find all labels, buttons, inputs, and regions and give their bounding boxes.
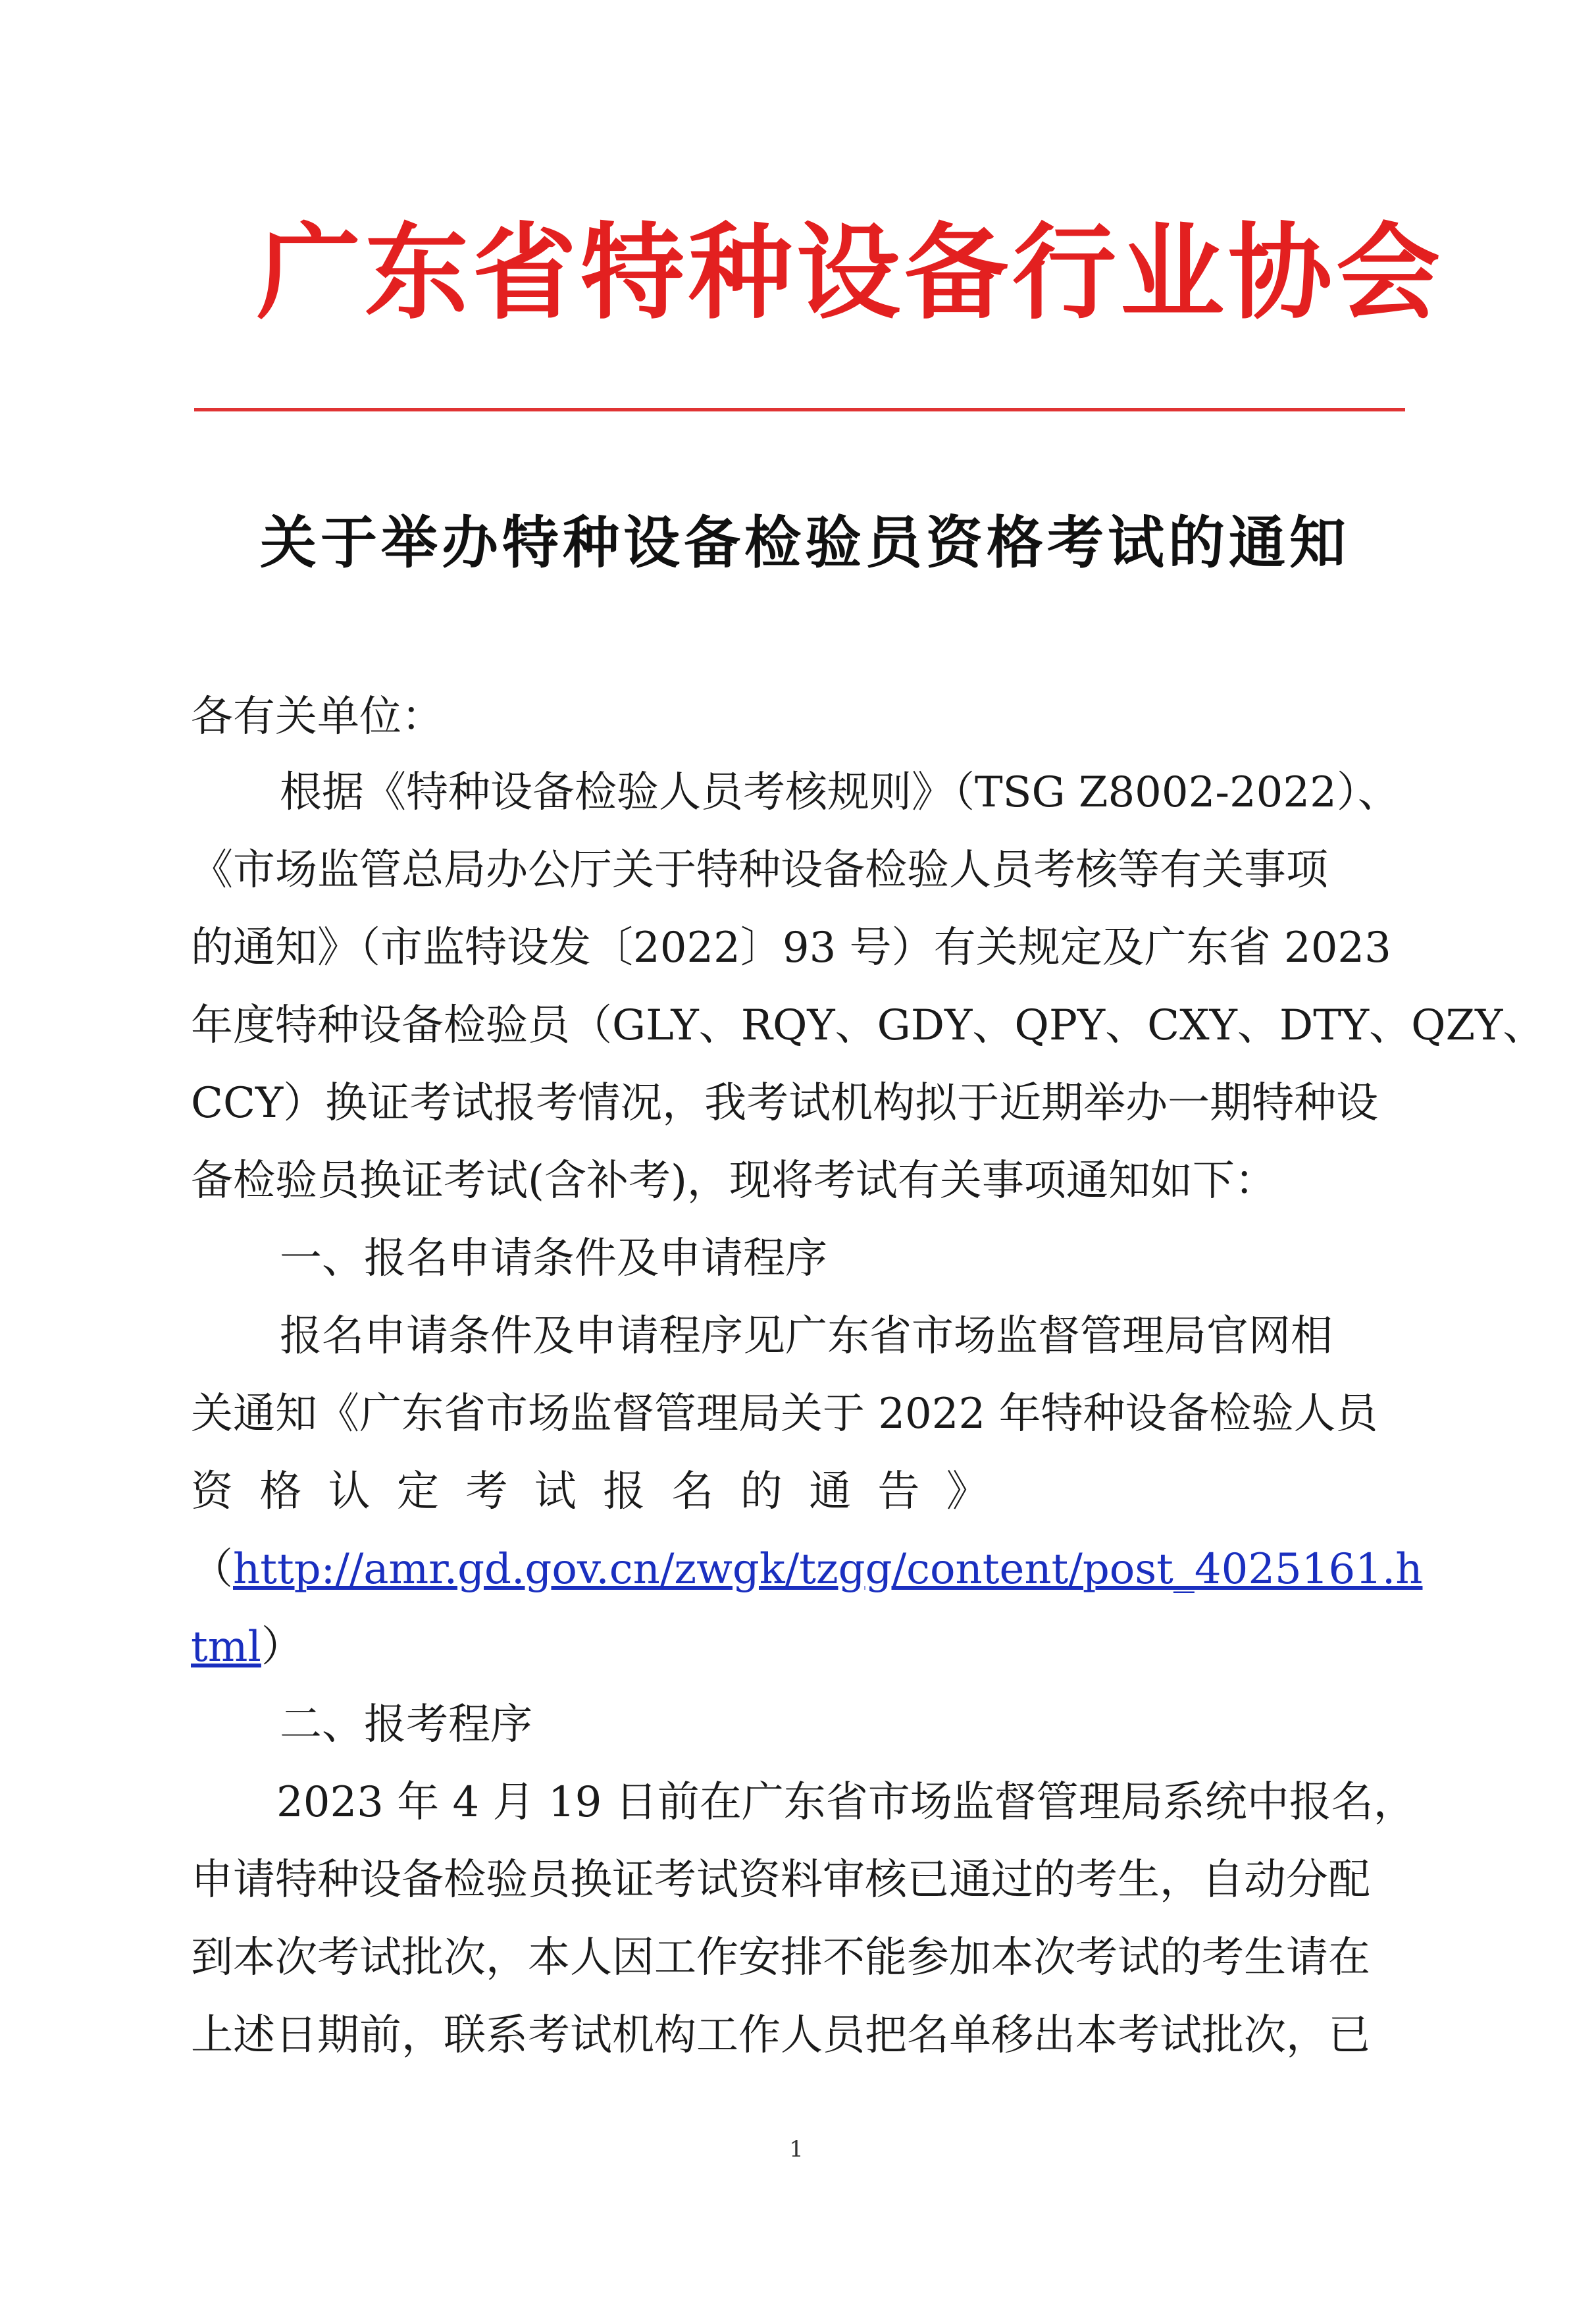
- link-line-continued: [191, 1608, 1408, 1686]
- organization-letterhead: 广东省特种设备行业协会: [257, 212, 1444, 334]
- paragraph-line: 2023 年 4 月 19 日前在广东省市场监督管理局系统中报名，: [276, 1778, 1416, 1827]
- link-line: [191, 1531, 1423, 1608]
- letterhead-red-rule: [194, 408, 1405, 411]
- paragraph-line: 《市场监管总局办公厅关于特种设备检验人员考核等有关事项: [191, 846, 1328, 895]
- paragraph-line: CCY）换证考试报考情况，我考试机构拟于近期举办一期特种设: [191, 1079, 1379, 1128]
- paragraph-line: 报名申请条件及申请程序见广东省市场监督管理局官网相: [280, 1312, 1333, 1361]
- paragraph-line: 上述日期前，联系考试机构工作人员把名单移出本考试批次，已: [191, 2011, 1370, 2060]
- notice-url-link-continued[interactable]: tml: [191, 1623, 261, 1671]
- salutation: 各有关单位：: [191, 693, 444, 741]
- paragraph-line: 年度特种设备检验员（GLY、RQY、GDY、QPY、CXY、DTY、QZY、: [191, 1001, 1545, 1050]
- notice-title: 关于举办特种设备检验员资格考试的通知: [260, 510, 1350, 576]
- section-heading-1: 一、报名申请条件及申请程序: [280, 1234, 827, 1283]
- paragraph-line: 根据《特种设备检验人员考核规则》（TSG Z8002-2022）、: [280, 768, 1400, 817]
- paragraph-line: 的通知》（市监特设发〔2022〕93 号）有关规定及广东省 2023: [191, 924, 1391, 972]
- page-number: 1: [789, 2136, 804, 2163]
- paragraph-line: 资 格 认 定 考 试 报 名 的 通 告 》: [191, 1467, 989, 1516]
- open-parenthesis: （: [191, 1545, 233, 1594]
- paragraph-line: 备检验员换证考试(含补考)，现将考试有关事项通知如下：: [191, 1157, 1277, 1205]
- section-heading-2: 二、报考程序: [280, 1700, 532, 1749]
- notice-url-link[interactable]: http://amr.gd.gov.cn/zwgk/tzgg/content/post_4025161.h: [233, 1545, 1423, 1594]
- paragraph-line: 关通知《广东省市场监督管理局关于 2022 年特种设备检验人员: [191, 1390, 1378, 1438]
- close-parenthesis: ）: [261, 1623, 303, 1671]
- paragraph-line: 申请特种设备检验员换证考试资料审核已通过的考生，自动分配: [191, 1856, 1370, 1904]
- paragraph-line: 到本次考试批次，本人因工作安排不能参加本次考试的考生请在: [191, 1933, 1370, 1982]
